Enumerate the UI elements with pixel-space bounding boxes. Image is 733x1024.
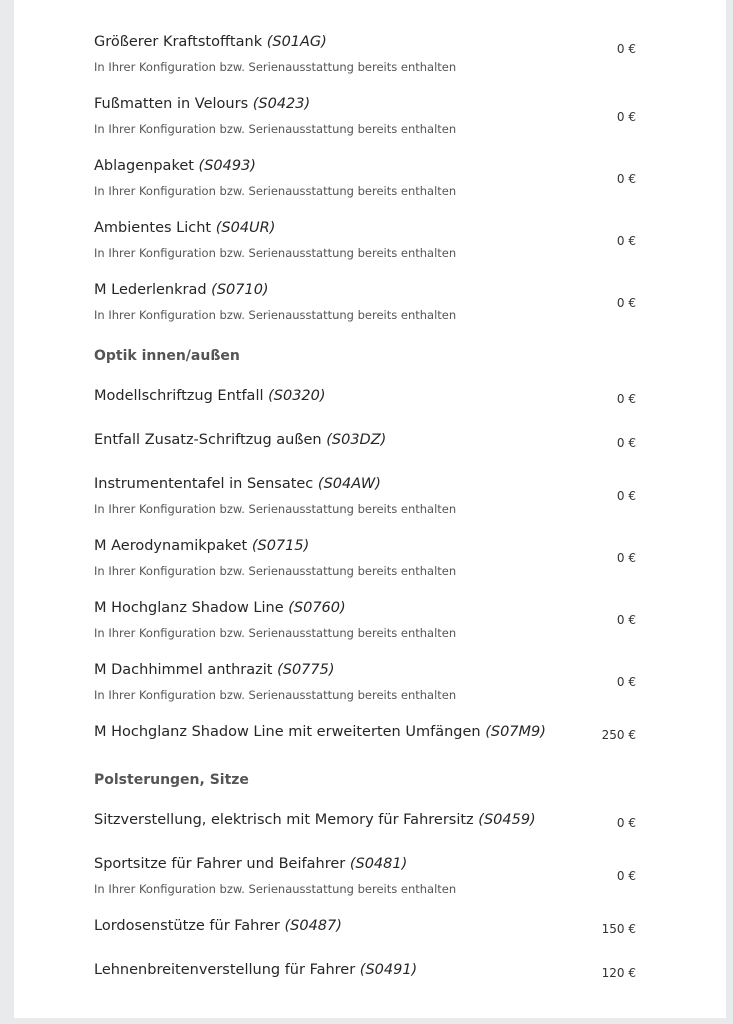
option-name: Lehnenbreitenverstellung für Fahrer (S0491) (94, 962, 418, 978)
section-heading-polster: Polsterungen, Sitze (94, 772, 249, 788)
option-price: 150 € (601, 922, 636, 936)
option-price: 0 € (616, 392, 636, 406)
option-name: M Hochglanz Shadow Line mit erweiterten Umfängen (S07M9) (94, 724, 546, 740)
option-name: M Lederlenkrad (S0710) (94, 282, 269, 298)
option-note: In Ihrer Konfiguration bzw. Serienausstattung bereits enthalten (94, 122, 457, 136)
option-price: 0 € (616, 296, 636, 310)
option-name: Sitzverstellung, elektrisch mit Memory für Fahrersitz (S0459) (94, 812, 536, 828)
option-name: M Hochglanz Shadow Line (S0760) (94, 600, 346, 616)
option-price: 120 € (601, 966, 636, 980)
option-note: In Ihrer Konfiguration bzw. Serienausstattung bereits enthalten (94, 564, 457, 578)
option-name: Entfall Zusatz-Schriftzug außen (S03DZ) (94, 432, 387, 448)
option-price: 0 € (616, 613, 636, 627)
option-name: Sportsitze für Fahrer und Beifahrer (S0481) (94, 856, 408, 872)
option-name: Fußmatten in Velours (S0423) (94, 96, 311, 112)
option-price: 0 € (616, 172, 636, 186)
option-note: In Ihrer Konfiguration bzw. Serienausstattung bereits enthalten (94, 184, 457, 198)
option-price: 0 € (616, 675, 636, 689)
option-price: 0 € (616, 110, 636, 124)
option-name: Ablagenpaket (S0493) (94, 158, 256, 174)
option-name: Lordosenstütze für Fahrer (S0487) (94, 918, 342, 934)
option-note: In Ihrer Konfiguration bzw. Serienausstattung bereits enthalten (94, 246, 457, 260)
option-price: 0 € (616, 489, 636, 503)
option-name: Ambientes Licht (S04UR) (94, 220, 276, 236)
option-note: In Ihrer Konfiguration bzw. Serienausstattung bereits enthalten (94, 308, 457, 322)
option-price: 0 € (616, 551, 636, 565)
option-note: In Ihrer Konfiguration bzw. Serienausstattung bereits enthalten (94, 626, 457, 640)
option-name: M Aerodynamikpaket (S0715) (94, 538, 310, 554)
option-price: 250 € (601, 728, 636, 742)
configuration-sheet (14, 0, 726, 1018)
option-note: In Ihrer Konfiguration bzw. Serienausstattung bereits enthalten (94, 502, 457, 516)
option-note: In Ihrer Konfiguration bzw. Serienausstattung bereits enthalten (94, 688, 457, 702)
option-price: 0 € (616, 816, 636, 830)
option-price: 0 € (616, 42, 636, 56)
option-price: 0 € (616, 869, 636, 883)
option-note: In Ihrer Konfiguration bzw. Serienausstattung bereits enthalten (94, 882, 457, 896)
option-name: Modellschriftzug Entfall (S0320) (94, 388, 326, 404)
option-note: In Ihrer Konfiguration bzw. Serienausstattung bereits enthalten (94, 60, 457, 74)
option-price: 0 € (616, 436, 636, 450)
option-name: Instrumententafel in Sensatec (S04AW) (94, 476, 381, 492)
option-name: M Dachhimmel anthrazit (S0775) (94, 662, 335, 678)
option-price: 0 € (616, 234, 636, 248)
section-heading-optik: Optik innen/außen (94, 348, 240, 364)
option-name: Größerer Kraftstofftank (S01AG) (94, 34, 327, 50)
